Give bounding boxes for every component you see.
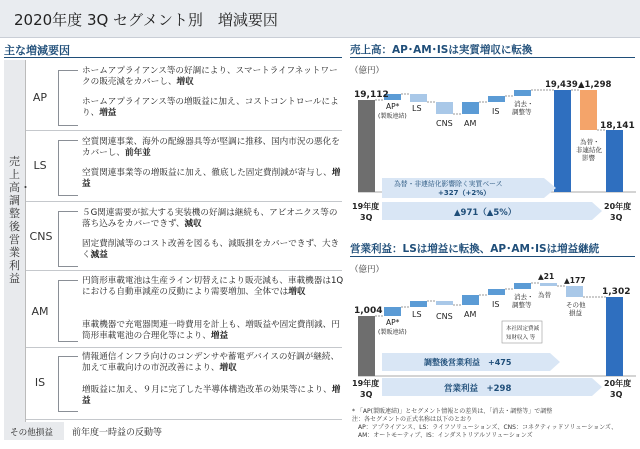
profit-cat-ls: LS [412, 310, 422, 319]
chart-profit-rule [350, 256, 635, 257]
sales-value-total: 19,439 [545, 80, 578, 90]
segment-label-ls: LS [33, 159, 47, 172]
footnote-line: AP：アプライアンス、LS：ライフソリューションズ、CNS：コネクティッドソリューションズ、 [352, 424, 618, 431]
left-section-title: 主な増減要因 [4, 44, 70, 57]
sales-cat-is: IS [492, 107, 500, 116]
sales-cat-am: AM [464, 119, 477, 128]
profit-cat-adj: 消去・ [514, 293, 534, 301]
segment-divider [26, 419, 342, 420]
segment-bracket-am [58, 280, 78, 342]
sales-value-end: 18,141 [600, 121, 635, 131]
segment-bracket-ls [58, 140, 78, 196]
sales-period-end-2: 3Q [610, 213, 623, 222]
sales-cat-ap-sub: (製販連結) [378, 113, 407, 120]
profit-value-fx: ▲21 [538, 272, 555, 281]
segment-divider [26, 130, 342, 131]
segment-item-am-1: 円筒形車載電池は生産ライン切替えにより販売減も、車載機器は1Qにおける自動車減産の反動により需要増加、全体では増収 [82, 276, 344, 298]
segment-label-is: IS [34, 376, 46, 389]
sales-period-start: 19年度 [352, 202, 380, 211]
profit-period-end-2: 3Q [610, 390, 623, 399]
profit-value-end: 1,302 [602, 287, 631, 297]
footnote-line: AM：オートモーティブ、IS：インダストリアルソリューションズ [352, 432, 533, 439]
sales-cat-fx: 為替・ [580, 138, 600, 146]
sales-cat-ap: AP* [386, 102, 400, 111]
footnote-line: * 「AP(製販連結)」とセグメント情報との差異は、「消去・調整等」で調整 [352, 408, 553, 415]
segment-bracket-cns [58, 211, 78, 267]
page-title: 2020年度 3Q セグメント別 増減要因 [14, 11, 278, 29]
sales-cat-cns: CNS [436, 119, 453, 128]
profit-period-end: 20年度 [604, 379, 632, 388]
profit-cat-adj2: 調整等 [512, 301, 532, 309]
profit-annot-total: 営業利益 +298 [444, 384, 512, 394]
profit-bar-ls [410, 301, 427, 307]
sales-cat-fx3: 影響 [582, 154, 595, 162]
profit-cat-ap-sub: (製販連結) [378, 329, 407, 336]
chart-sales-title: 売上高：AP･AM･ISは実質増収に転換 [350, 44, 533, 56]
profit-cat-is: IS [492, 300, 500, 309]
segment-item-ls-2: 空質関連事業等の増販益に加え、徹底した固定費削減が寄与し、増益 [82, 168, 341, 190]
profit-note-1: 本社固定費減 [506, 326, 540, 332]
segment-item-is-1: 情報通信インフラ向けのコンデンサや蓄電デバイスの好調が継続、加えて車載向けの市況改善により、増収 [82, 352, 340, 374]
sales-ylabel: （億円） [350, 66, 385, 76]
segment-item-cns-1: ５G関連需要が拡大する実装機の好調は継続も、アビオニクス等の落ち込みをカバーできず、減収 [82, 208, 338, 230]
chart-sales-rule [350, 57, 635, 58]
left-section-rule [4, 57, 342, 58]
sales-cat-adj2: 調整等 [512, 108, 532, 116]
profit-bar-adj [514, 283, 531, 289]
profit-cat-fx: 為替 [538, 291, 551, 299]
other-label-box: その他損益 [4, 422, 64, 440]
segment-label-ap: AP [32, 91, 48, 104]
sales-value-fx: ▲1,298 [578, 80, 612, 90]
sales-bar-is [488, 96, 505, 102]
sales-cat-fx2: 非連結化 [576, 146, 602, 154]
sales-bar-ls [410, 94, 427, 102]
segment-bracket-ap [58, 70, 78, 126]
sales-cat-ls: LS [412, 104, 422, 113]
profit-value-start: 1,004 [354, 306, 383, 316]
sales-period-end: 20年度 [604, 202, 632, 211]
segment-divider [26, 201, 342, 202]
footnote-line: 注：各セグメントの正式名称は以下のとおり [352, 416, 472, 423]
sales-bar-total [554, 90, 571, 192]
profit-bar-am [462, 295, 479, 305]
profit-bar-ap [384, 307, 401, 316]
footnotes [352, 408, 640, 440]
sales-annot-total: ▲971（▲5%） [454, 208, 517, 218]
segment-bracket-is [58, 356, 78, 412]
profit-bar-start [358, 316, 375, 376]
profit-note-2: 知財収入 等 [506, 335, 536, 341]
sales-bar-fx [580, 90, 597, 130]
profit-bar-other [566, 286, 583, 297]
sales-cat-adj: 消去・ [514, 100, 534, 108]
profit-period-start: 19年度 [352, 379, 380, 388]
chart-profit-title: 営業利益：LSは増益に転換、AP･AM･ISは増益継続 [350, 243, 600, 255]
profit-waterfall-chart [346, 259, 638, 407]
sales-bar-am [462, 102, 479, 114]
segment-divider [26, 270, 342, 271]
segment-item-is-2: 増販益に加え、９月に完了した半導体構造改革の効果等により、増益 [82, 385, 341, 407]
sales-bar-end [606, 130, 623, 192]
segment-item-am-2: 車載機器で充電器関連一時費用を計上も、増販益や固定費削減、円筒形車載電池の合理化等により、増益 [82, 320, 340, 342]
profit-bar-cns [436, 301, 453, 305]
segment-divider [26, 347, 342, 348]
profit-cat-am: AM [464, 310, 477, 319]
profit-bar-fx [540, 283, 557, 286]
profit-cat-ap: AP* [386, 318, 400, 327]
sales-annot-real-val: +327（+2%） [438, 189, 491, 197]
sales-period-start-2: 3Q [360, 213, 373, 222]
sales-bar-start [358, 100, 375, 192]
other-text: 前年度一時益の反動等 [72, 428, 163, 438]
segment-item-ap-1: ホームアプライアンス等の好調により、スマートライフネットワークの販売減をカバーし、増収 [82, 66, 338, 88]
profit-annot-adj: 調整後営業利益 +475 [424, 358, 512, 367]
profit-ylabel: （億円） [350, 265, 385, 275]
profit-value-other: ▲177 [564, 276, 586, 285]
sales-bar-adj [514, 90, 531, 96]
sales-profit-label: 売上高・調整後営業利益 [9, 155, 31, 285]
sales-bar-cns [436, 102, 453, 114]
segment-item-ap-2: ホームアプライアンス等の増販益に加え、コストコントロールにより、増益 [82, 97, 339, 119]
segment-label-am: AM [31, 305, 49, 318]
title-bar [0, 0, 640, 38]
sales-waterfall-chart [346, 60, 638, 230]
sales-annot-real: 為替・非連結化影響除く実質ベース [394, 180, 503, 188]
profit-period-start-2: 3Q [360, 390, 373, 399]
segment-label-cns: CNS [29, 230, 53, 243]
profit-cat-other2: 損益 [569, 309, 582, 317]
segment-item-cns-2: 固定費削減等のコスト改善を図るも、減販損をカバーできず、大きく減益 [82, 239, 340, 261]
sales-value-start: 19,112 [354, 90, 389, 100]
profit-bar-is [488, 289, 505, 295]
profit-bar-end [606, 297, 623, 376]
profit-cat-cns: CNS [436, 312, 453, 321]
segment-item-ls-1: 空質関連事業、海外の配線器具等が堅調に推移、国内市況の悪化をカバーし、前年並 [82, 137, 340, 159]
profit-cat-other: その他 [566, 301, 586, 309]
sales-profit-label-column [4, 60, 31, 422]
